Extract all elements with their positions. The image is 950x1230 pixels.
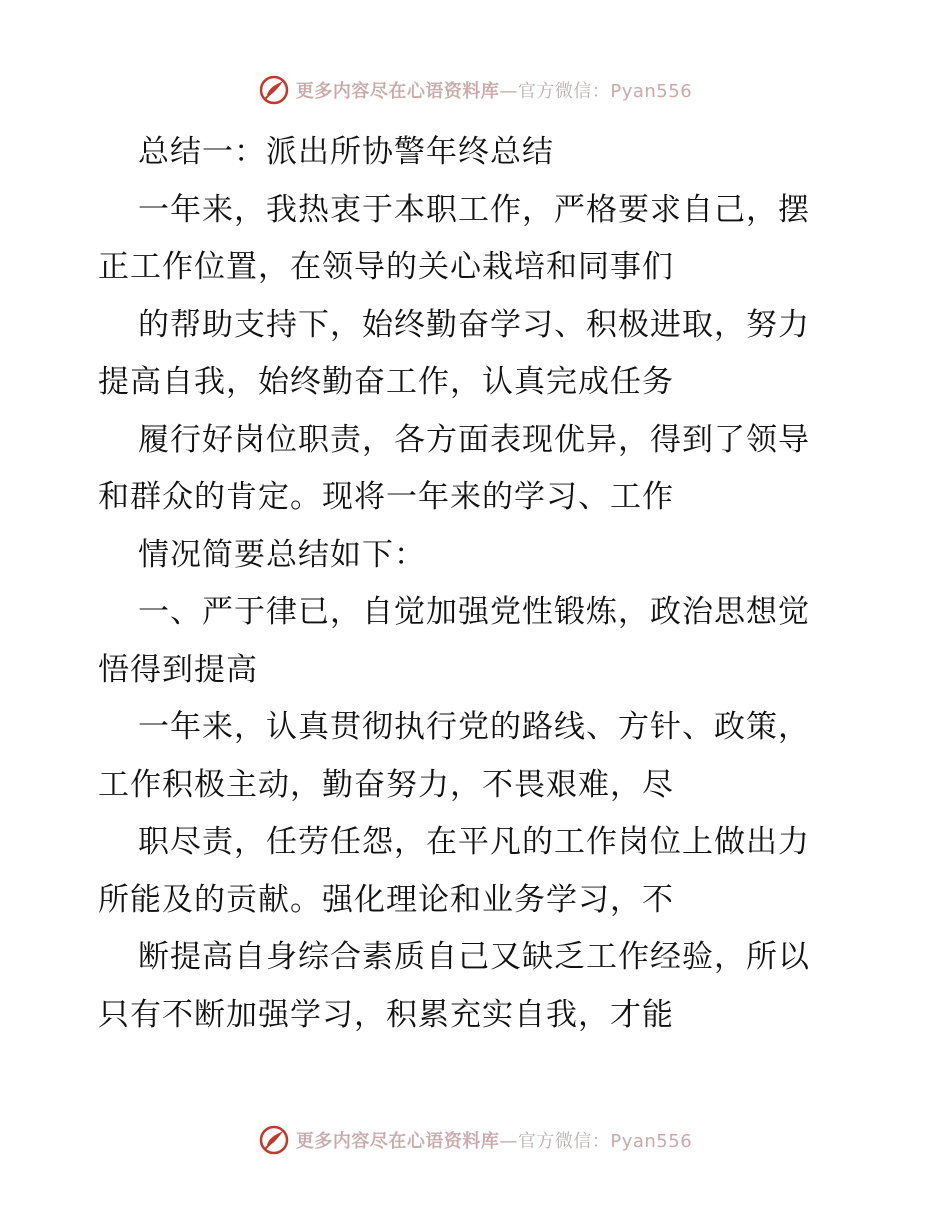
document-title: 总结一：派出所协警年终总结 xyxy=(138,134,554,170)
header-wechat-id: Pyan556 xyxy=(610,81,693,102)
text-line: 一年来，我热衷于本职工作，严格要求自己，摆 xyxy=(138,191,810,228)
footer-brand-text: 更多内容尽在心语资料库 xyxy=(295,1131,500,1152)
text-line: 工作积极主动，勤奋努力，不畏艰难，尽 xyxy=(98,766,674,803)
footer-banner xyxy=(0,1120,950,1160)
header-credit-text: 官方微信： xyxy=(517,81,611,102)
text-line: 一年来，认真贯彻执行党的路线、方针、政策， xyxy=(138,709,810,745)
header-banner xyxy=(0,70,950,110)
brand-logo-icon xyxy=(258,1124,290,1156)
text-line: 悟得到提高 xyxy=(98,651,258,688)
text-line: 职尽责，任劳任怨，在平凡的工作岗位上做出力 xyxy=(138,824,810,860)
footer-banner-text xyxy=(296,1127,692,1153)
text-line: 情况简要总结如下： xyxy=(138,536,426,573)
text-line: 一、严于律已，自觉加强党性锻炼，政治思想觉 xyxy=(138,594,810,630)
document-body xyxy=(98,124,858,1044)
text-line: 和群众的肯定。现将一年来的学习、工作 xyxy=(98,479,674,515)
header-dash: — xyxy=(499,81,518,102)
text-line: 断提高自身综合素质自己又缺乏工作经验，所以 xyxy=(138,939,810,975)
brand-logo-icon xyxy=(258,74,290,106)
text-line: 所能及的贡献。强化理论和业务学习，不 xyxy=(98,881,674,918)
text-line: 履行好岗位职责，各方面表现优异，得到了领导 xyxy=(138,421,810,458)
text-line: 的帮助支持下，始终勤奋学习、积极进取，努力 xyxy=(138,306,810,343)
text-line: 正工作位置，在领导的关心栽培和同事们 xyxy=(98,249,674,285)
footer-wechat-id: Pyan556 xyxy=(610,1131,693,1152)
footer-dash: — xyxy=(499,1131,518,1152)
header-banner-text xyxy=(296,77,692,103)
text-line: 只有不断加强学习，积累充实自我，才能 xyxy=(98,996,674,1033)
footer-credit-text: 官方微信： xyxy=(517,1131,611,1152)
header-brand-text: 更多内容尽在心语资料库 xyxy=(295,81,500,102)
text-line: 提高自我，始终勤奋工作，认真完成任务 xyxy=(98,364,674,400)
